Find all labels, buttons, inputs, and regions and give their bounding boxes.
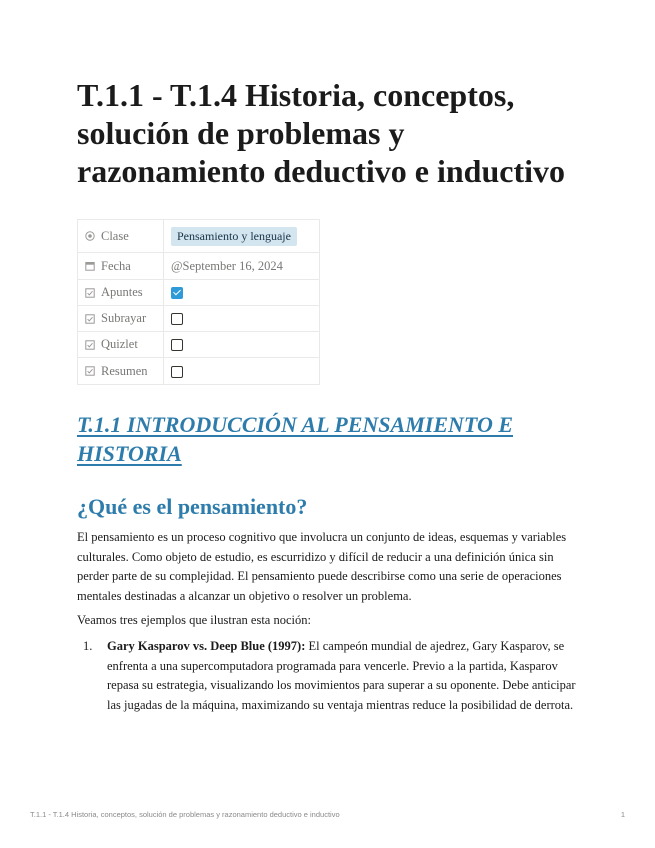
property-row-fecha — [78, 253, 320, 280]
checkbox-prop-icon — [85, 366, 95, 376]
checkbox-prop-icon — [85, 288, 95, 298]
checkbox-prop-icon — [85, 340, 95, 350]
class-tag[interactable]: Pensamiento y lenguaje — [171, 227, 297, 246]
property-row-resumen — [78, 358, 320, 385]
property-row-clase — [78, 220, 320, 253]
property-key: Resumen — [101, 363, 148, 378]
footer-title: T.1.1 - T.1.4 Historia, conceptos, solución de problemas y razonamiento deductivo e inductivo — [30, 810, 340, 819]
subheading: ¿Qué es el pensamiento? — [77, 494, 308, 519]
numbered-list — [77, 637, 577, 716]
date-value[interactable]: @September 16, 2024 — [171, 258, 283, 273]
property-key: Apuntes — [101, 285, 143, 299]
list-item — [77, 637, 577, 716]
checkbox-prop-icon — [85, 314, 95, 324]
target-icon — [85, 231, 95, 241]
property-key: Fecha — [101, 258, 131, 273]
quizlet-checkbox[interactable] — [171, 339, 183, 351]
property-row-quizlet — [78, 332, 320, 358]
resumen-checkbox[interactable] — [171, 366, 183, 378]
property-key: Clase — [101, 228, 129, 243]
paragraph: Veamos tres ejemplos que ilustran esta noción: — [77, 613, 311, 627]
list-number: 1. — [83, 639, 93, 653]
list-item-bold: Gary Kasparov vs. Deep Blue (1997): — [107, 639, 306, 653]
property-row-apuntes — [78, 280, 320, 306]
paragraph: El pensamiento es un proceso cognitivo que involucra un conjunto de ideas, esquemas y variables culturales. Como objeto de estudio, es escurridizo y difícil de reducir a una definición única sin perder parte de su complejidad. El pensamiento puede describirse como una serie de operaciones mentales destinadas a alcanzar un objetivo o resolver un problema. — [77, 530, 567, 604]
list-item-text: El campeón mundial de ajedrez, Gary Kasparov, se enfrenta a una supercomputadora programada para vencerle. Previo a la partida, Kasparov repasa su estrategia, visualizando los movimientos para superar a su oponente. Debe anticipar las jugadas de la máquina, maximizando su ventaja mientras reduce la posibilidad de derrota. — [107, 639, 576, 713]
property-key: Subrayar — [101, 311, 147, 325]
properties-table — [77, 219, 320, 385]
subrayar-checkbox[interactable] — [171, 313, 183, 325]
calendar-icon — [85, 261, 95, 271]
page-title: T.1.1 - T.1.4 Historia, conceptos, solución de problemas y razonamiento deductivo e inductivo — [77, 77, 565, 189]
property-key: Quizlet — [101, 337, 138, 351]
section-heading: T.1.1 INTRODUCCIÓN AL PENSAMIENTO E HISTORIA — [77, 412, 514, 466]
apuntes-checkbox[interactable] — [171, 287, 183, 299]
property-row-subrayar — [78, 306, 320, 332]
footer-page-number: 1 — [620, 810, 625, 819]
